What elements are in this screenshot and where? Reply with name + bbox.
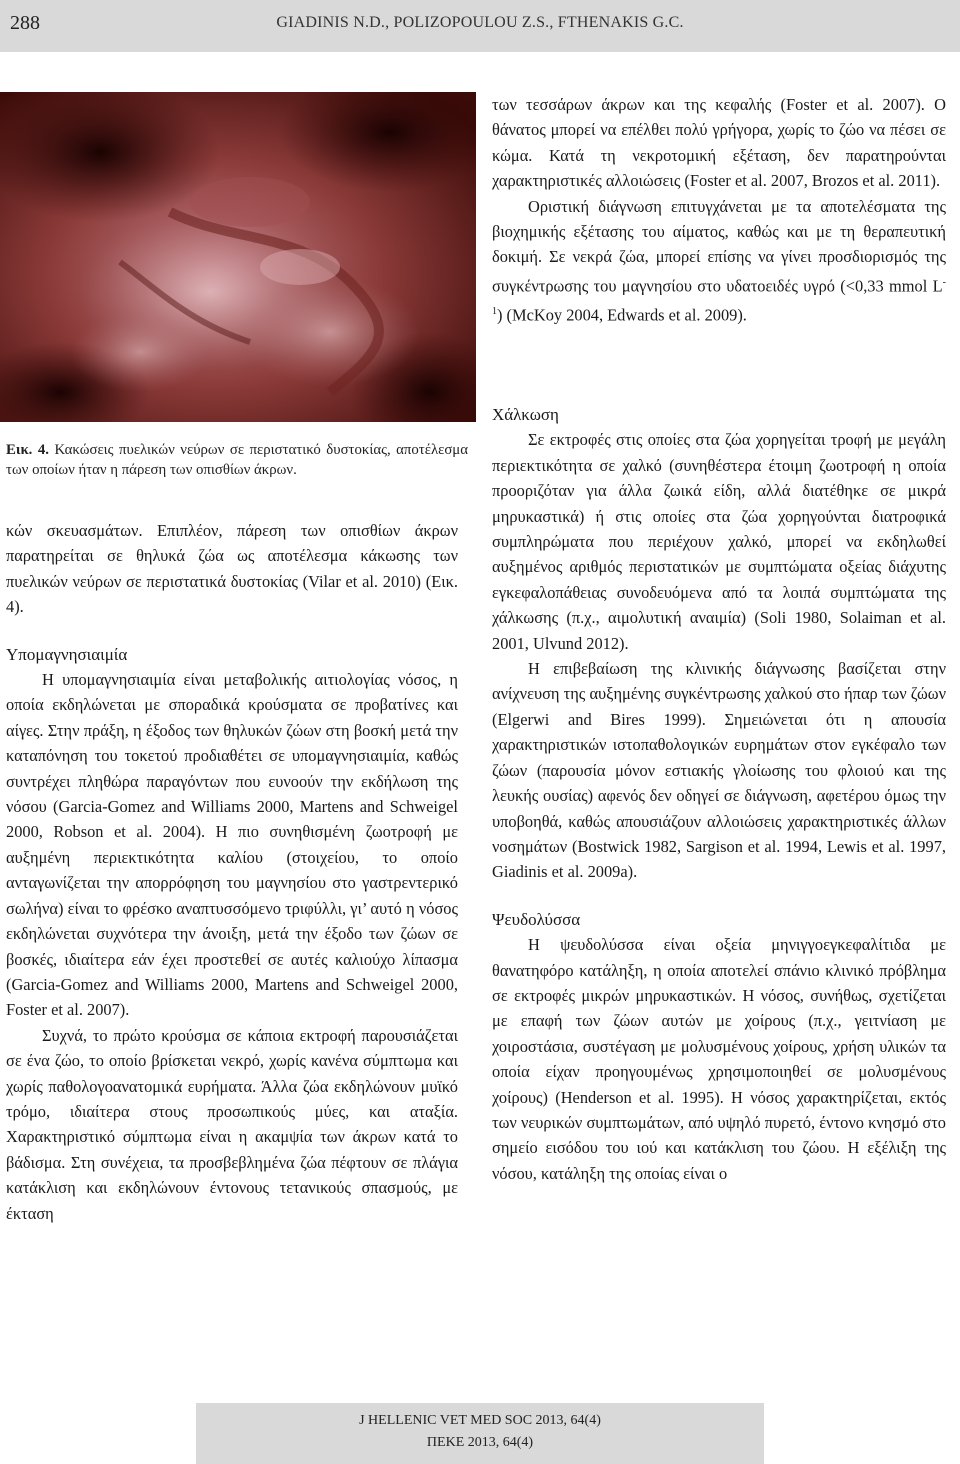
paragraph — [492, 194, 946, 328]
paragraph: Η ψευδολύσσα είναι οξεία μηνιγγοεγκεφαλίτιδα με θανατηφόρο κατάληξη, η οποία αποτελεί σπάνιο κλινικό πρόβλημα σε εκτροφές μικρών μηρυκαστικών. Η νόσος, συνήθως, σχετίζεται με επαφή των ζώων αυτών με χοίρους (π.χ., γειτνίαση με χοιροστάσια, συστέγαση με μολυσμένους χοίρους, χρήση υλικών τα οποία είχαν προηγουμένως χρησιμοποιηθεί σε μολυσμένους χοίρους) (Henderson et al. 1995). Η νόσος χαρακτηρίζεται, εκτός των νευρικών συμπτωμάτων, από υψηλό πυρετό, έντονο κνησμό στο σημείο εισόδου του ιού και κατάκλιση του ζώου. Η εξέλιξη της νόσου, κατάληξη της οποίας είναι ο — [492, 935, 946, 1183]
paragraph-text: ) (McKoy 2004, Edwards et al. 2009). — [497, 305, 747, 325]
figure-caption — [6, 440, 468, 480]
paragraph: κών σκευασμάτων. Επιπλέον, πάρεση των οπισθίων άκρων παρατηρείται σε θηλυκά ζώα ως αποτέλεσμα κάκωσης των πυελικών νεύρων σε περιστατικά δυστοκίας (Vilar et al. 2010) (Εικ. 4). — [6, 521, 458, 617]
header-bar — [0, 0, 960, 52]
paragraph: Η υπομαγνησιαιμία είναι μεταβολικής αιτιολογίας νόσος, η οποία εκδηλώνεται με σποραδικά κρούσματα σε προβατίνες και αίγες. Στην πράξη, η έξοδος των θηλυκών ζώων στη βοσκή μετά την καταπόνηση του τοκετού προδιαθέτει σε υπομαγνησιαιμία, καθώς συντρέχει πληθώρα παραγόντων που ευνοούν την εκδήλωση της νόσου (Garcia-Gomez and Williams 2000, Martens and Schweigel 2000, Robson et al. 2004). Η πιο συνηθισμένη ζωοτροφή με αυξημένη περιεκτικότητα καλίου (στοιχείου, το οποίο ανταγωνίζεται την απορρόφηση του μαγνησίου στο γαστρεντερικό σωλήνα) είναι το φρέσκο αναπτυσσόμενο τριφύλλι, γι’ αυτό η νόσος εκδηλώνεται συχνότερα την άνοιξη, μετά την έξοδο των ζώων σε βοσκές, ιδιαίτερα εάν έχει προστεθεί σε αυτές καλιούχο λίπασμα (Garcia-Gomez and Williams 2000, Martens and Schweigel 2000, Foster et al. 2007). — [6, 670, 458, 1020]
section-heading-copper-toxicosis: Χάλκωση — [492, 405, 559, 424]
section-heading-hypomagnesaemia: Υπομαγνησιαιμία — [6, 644, 128, 664]
footer-journal-en: J HELLENIC VET MED SOC 2013, 64(4) — [359, 1413, 601, 1428]
running-head-authors: GIADINIS N.D., POLIZOPOULOU Z.S., FTHENAKIS G.C. — [276, 14, 684, 31]
paragraph: Σε εκτροφές στις οποίες στα ζώα χορηγείται τροφή με μεγάλη περιεκτικότητα σε χαλκό (συνηθέστερα έτοιμη ζωοτροφή η οποία προοριζόταν για άλλα ζωικά είδη, αλλά διατέθηκε σε μικρά μηρυκαστικά) ή στις οποίες στα ζώα χορηγούνται διατροφικά συμπληρώματα που περιέχουν χαλκό, μπορεί να εκδηλωθεί αυξημένος αριθμός περιστατικών με συμπτώματα οξείας διάχυτης εγκεφαλοπάθειας συνοδευόμενα από τα λοιπά συμπτώματα της χάλκωσης (π.χ., αιμολυτική αναιμία) (Soli 1980, Solaiman et al. 2001, Ulvund 2012). — [492, 430, 946, 653]
paragraph: Συχνά, το πρώτο κρούσμα σε κάποια εκτροφή παρουσιάζεται σε ένα ζώο, το οποίο βρίσκεται νεκρό, χωρίς κανένα σύμπτωμα και χωρίς παθολογοανατομικά ευρήματα. Άλλα ζώα εκδηλώνουν μυϊκό τρόμο, ιδιαίτερα στους προσωπικούς μύες, και αταξία. Χαρακτηριστικό σύμπτωμα είναι η ακαμψία των άκρων κατά το βάδισμα. Στη συνέχεια, τα προσβεβλημένα ζώα πέφτουν σε πλάγια κατάκλιση και εκδηλώνουν έντονους τετανικούς σπασμούς, με έκταση — [6, 1025, 458, 1223]
right-column-top — [492, 92, 946, 328]
figure-photo — [0, 92, 476, 422]
footer-journal-gr: ΠΕΚΕ 2013, 64(4) — [426, 1435, 534, 1450]
superscript: -1 — [492, 276, 946, 317]
figure-caption-label: Εικ. 4. — [6, 442, 49, 458]
footer-bar — [196, 1403, 764, 1464]
paragraph: Η επιβεβαίωση της κλινικής διάγνωσης βασίζεται στην ανίχνευση της αυξημένης συγκέντρωσης χαλκού στο ήπαρ των ζώων (Elgerwi and Bires 1999). Σημειώνεται ότι η απουσία χαρακτηριστικών ιστοπαθολογικών ευρημάτων στον εγκέφαλο των ζώων (παρουσία μόνον εστιακής γλοίωσης του φλοιού και της λευκής ουσίας) αφενός δεν οδηγεί σε διάγνωση, αφετέρου όμως την υποβοηθά, καθώς απουσιάζουν αλλοιώσεις χαρακτηριστικές άλλων νοσημάτων (Bostwick 1982, Sargison et al. 1994, Lewis et al. 1997, Giadinis et al. 2009a). — [492, 659, 946, 882]
section-heading-pseudorabies: Ψευδολύσσα — [492, 909, 581, 929]
left-column — [6, 518, 458, 1226]
right-column-main — [492, 402, 946, 1186]
figure-caption-text: Κακώσεις πυελικών νεύρων σε περιστατικό δυστοκίας, αποτέλεσμα των οποίων ήταν η πάρεση των οπισθίων άκρων. — [6, 442, 468, 478]
page-number: 288 — [10, 12, 40, 34]
paragraph-text: Οριστική διάγνωση επιτυγχάνεται με τα αποτελέσματα της βιοχημικής εξέτασης του αίματος, καθώς και με τη θεραπευτική δοκιμή. Σε νεκρά ζώα, μπορεί επίσης να γίνει προσδιορισμός της συγκέντρωσης του μαγνησίου στο υδατοειδές υγρό (<0,33 mmol L — [492, 196, 946, 296]
paragraph: των τεσσάρων άκρων και της κεφαλής (Foster et al. 2007). Ο θάνατος μπορεί να επέλθει πολύ γρήγορα, χωρίς το ζώο να πέσει σε κώμα. Κατά τη νεκροτομική εξέταση, δεν παρατηρούνται χαρακτηριστικές αλλοιώσεις (Foster et al. 2007, Brozos et al. 2011). — [492, 95, 946, 191]
necropsy-photo-illustration — [0, 92, 476, 422]
